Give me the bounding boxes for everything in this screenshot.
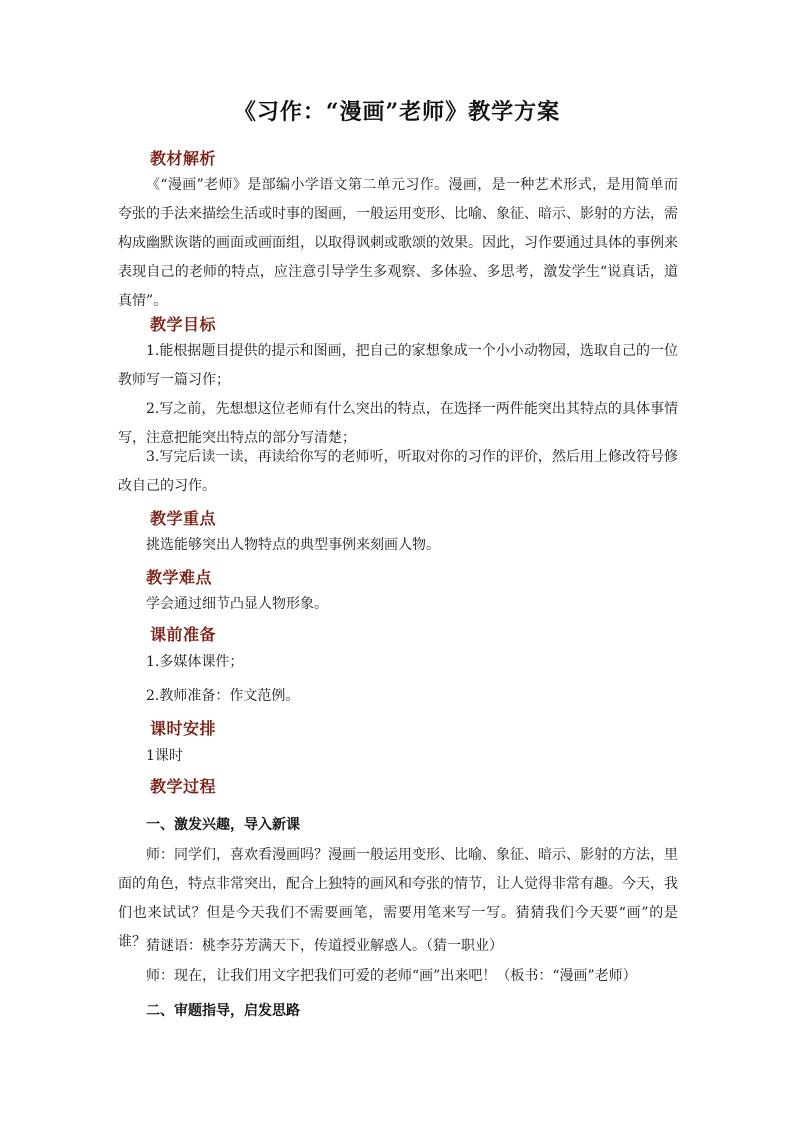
goal-item-2: 2.写之前，先想想这位老师有什么突出的特点，在选择一两件能突出其特点的具体事情写，注意把能突出特点的部分写清楚； — [118, 401, 678, 446]
key-text: 挑选能够突出人物特点的典型事例来刻画人物。 — [146, 537, 440, 553]
process-part1-title: 一、激发兴趣，导入新课 — [146, 817, 300, 833]
process-part1-text: 师：同学们，喜欢看漫画吗？漫画一般运用变形、比喻、象征、暗示、影射的方法，里面的角色，特点非常突出，配合上独特的画风和夸张的情节，让人觉得非常有趣。今天，我们也来试试？但是今天我们不需要画笔，需要用笔来写一写。猜猜我们今天要“画”的是谁？ — [118, 847, 678, 950]
process-teacher-line: 师：现在，让我们用文字把我们可爱的老师“画”出来吧！（板书：“漫画”老师） — [146, 968, 637, 984]
section-heading-key: 教学重点 — [150, 509, 217, 528]
prep-item-2: 2.教师准备：作文范例。 — [146, 688, 300, 704]
goal-item-3: 3.写完后读一读，再读给你写的老师听，听取对你的习作的评价，然后用上修改符号修改自己的习作。 — [118, 449, 678, 494]
process-part2-title: 二、审题指导，启发思路 — [146, 1003, 300, 1019]
section-heading-schedule: 课时安排 — [150, 719, 217, 738]
prep-item-1: 1.多媒体课件； — [146, 654, 244, 670]
section-heading-analysis: 教材解析 — [150, 149, 217, 168]
difficulty-text: 学会通过细节凸显人物形象。 — [146, 596, 328, 612]
process-riddle: 猜谜语：桃李芬芳满天下，传道授业解惑人。（猜一职业） — [146, 938, 503, 954]
section-heading-prep: 课前准备 — [150, 625, 217, 644]
section-heading-goals: 教学目标 — [150, 315, 217, 334]
goal-item-1: 1.能根据题目提供的提示和图画，把自己的家想象成一个小小动物园，选取自己的一位教师写一篇习作； — [118, 343, 678, 388]
analysis-paragraph: 《“漫画”老师》是部编小学语文第二单元习作。漫画，是一种艺术形式，是用简单而夸张的手法来描绘生活或时事的图画，一般运用变形、比喻、象征、暗示、影射的方法，需构成幽默诙谐的画面或画面组，以取得讽刺或歌颂的效果。因此，习作要通过具体的事例来表现自己的老师的特点，应注意引导学生多观察、多体验、多思考，激发学生“说真话，道真情”。 — [118, 177, 678, 309]
section-heading-difficulty: 教学难点 — [146, 568, 213, 587]
schedule-text: 1课时 — [146, 748, 183, 764]
page-title: 《习作：“漫画”老师》教学方案 — [233, 99, 561, 125]
section-heading-process: 教学过程 — [150, 777, 217, 796]
